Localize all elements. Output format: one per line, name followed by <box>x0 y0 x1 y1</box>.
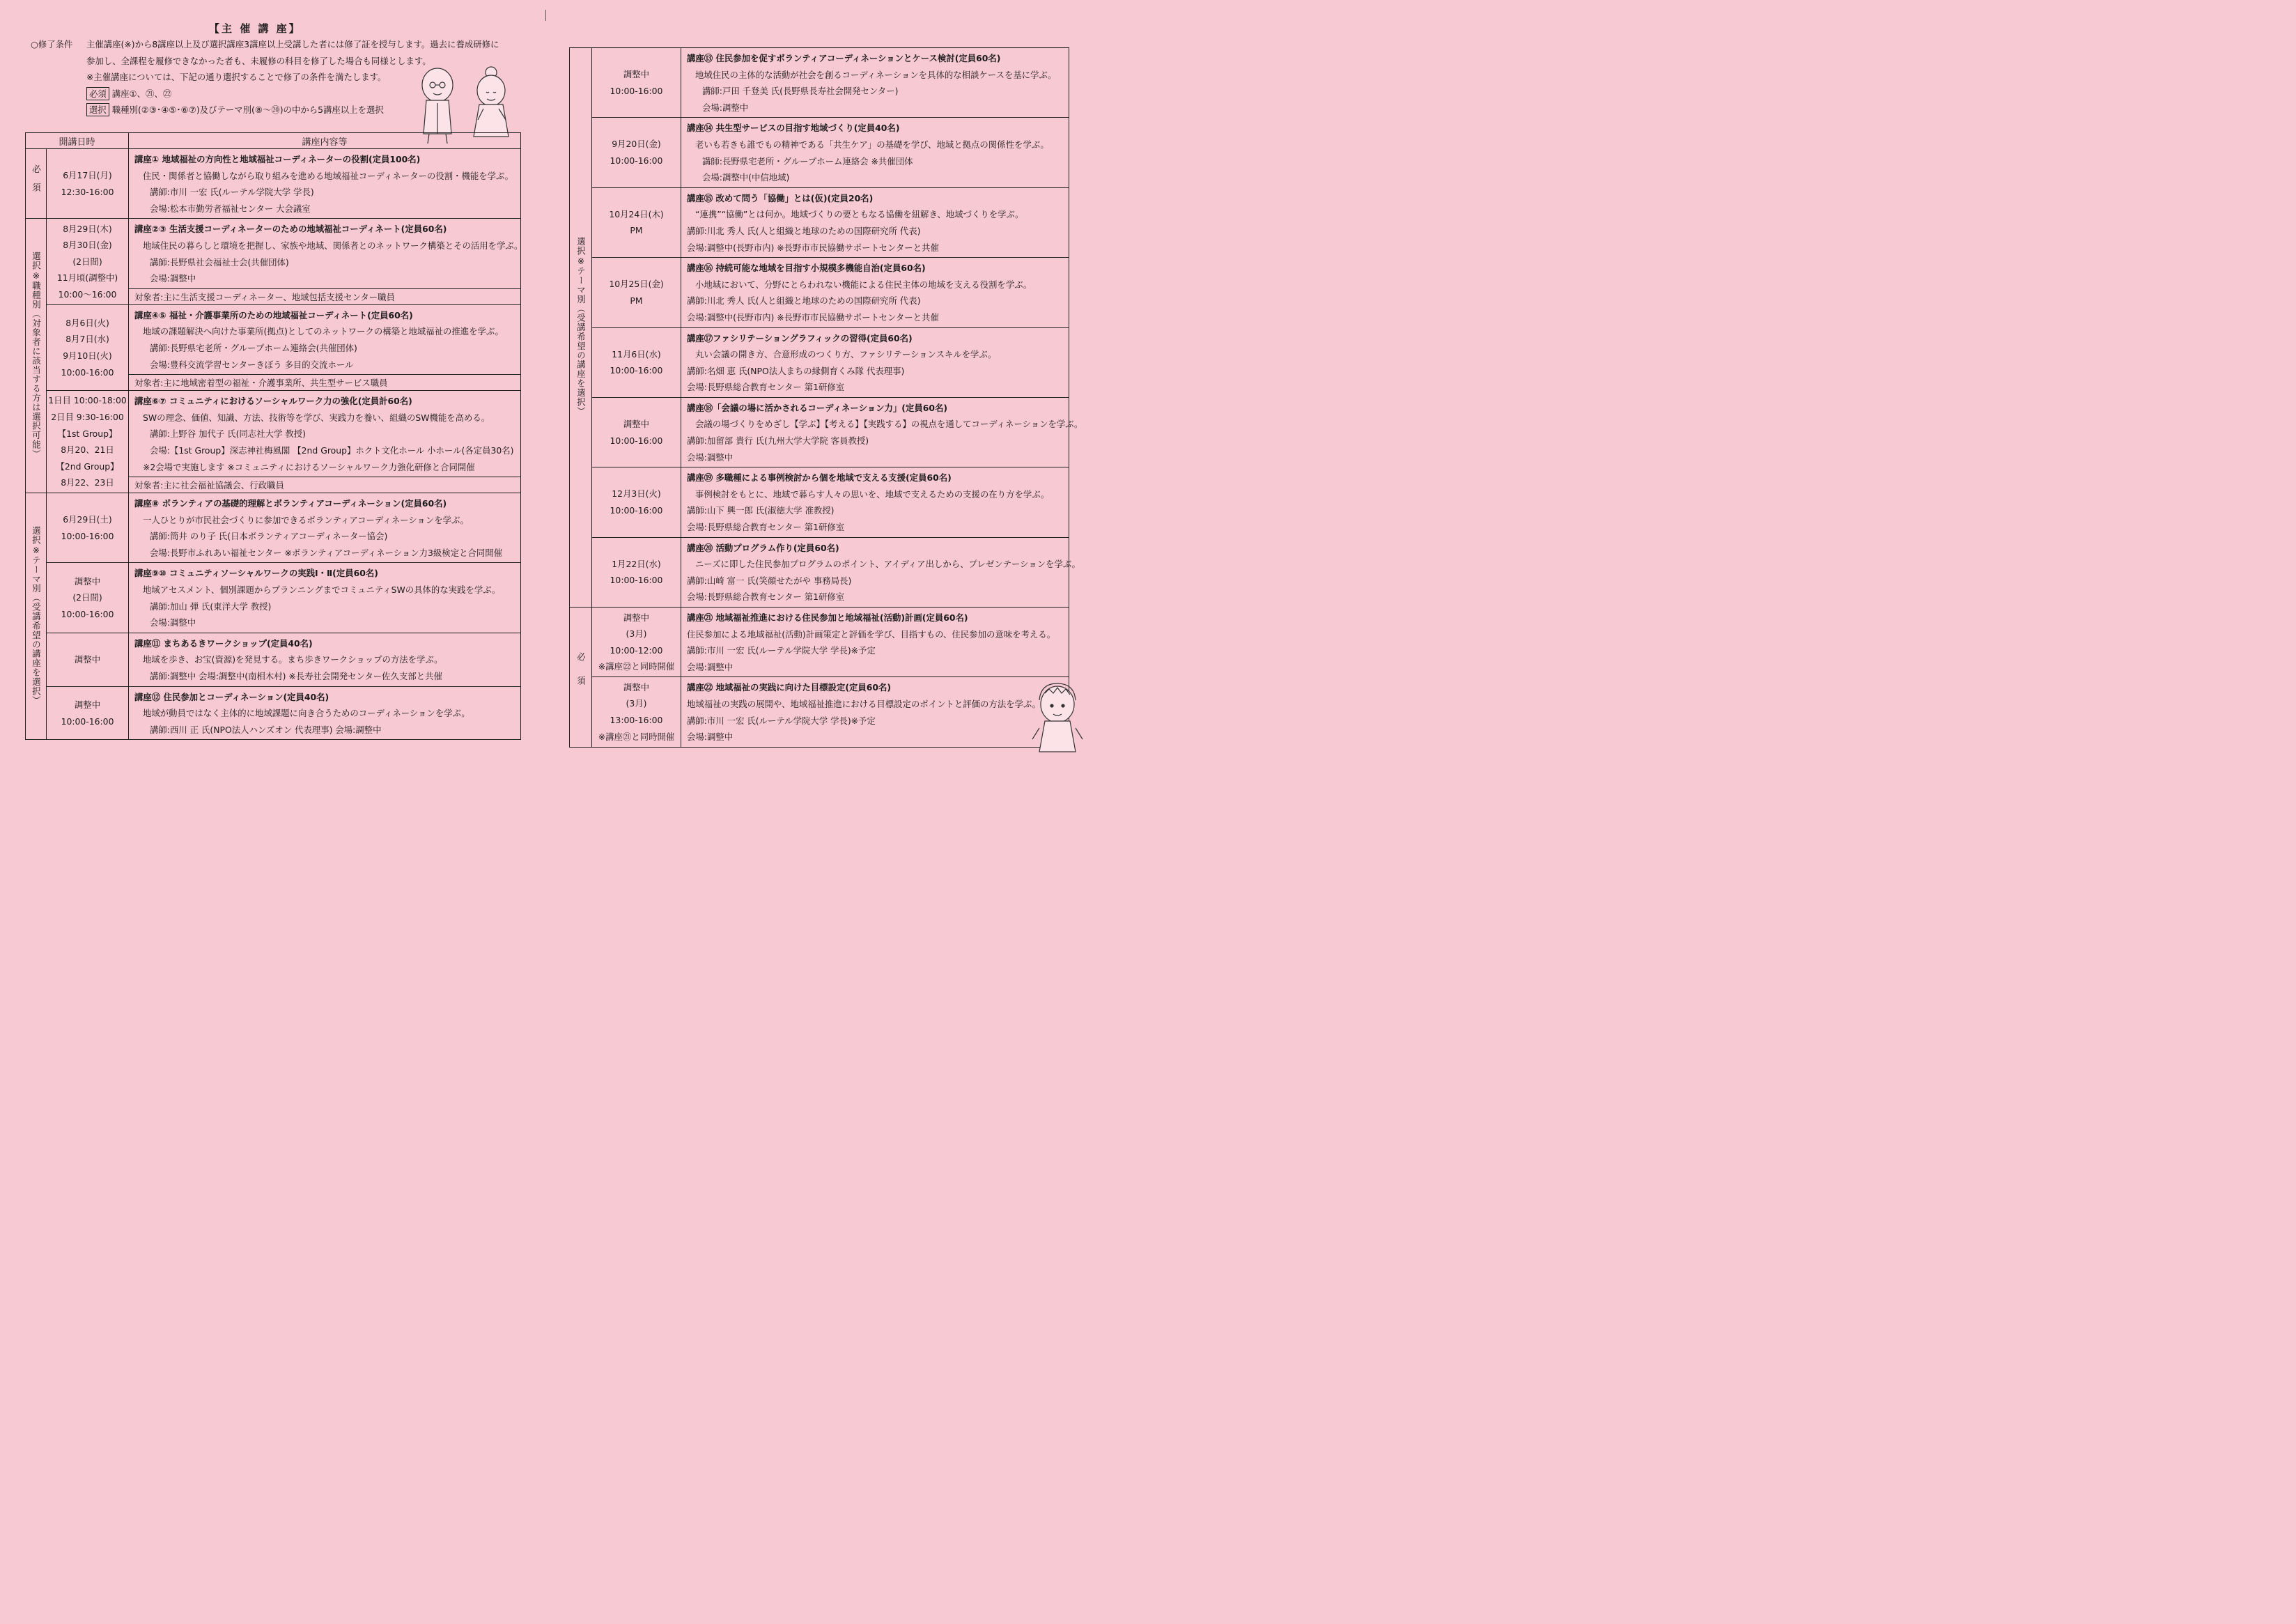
course-content <box>681 118 1069 187</box>
course-desc: 会議の場づくりをめざし【学ぶ】【考える】【実践する】の視点を通してコーディネーションを学ぶ。 <box>695 419 1083 430</box>
course-content <box>681 187 1069 257</box>
course-desc: 地域を歩き、お宝(資源)を発見する。まち歩きワークショップの方法を学ぶ。 <box>143 654 443 665</box>
conditions-label: ○修了条件 <box>31 39 73 49</box>
course-row <box>570 677 1069 747</box>
category-required: 必須 <box>26 149 47 219</box>
category-required: 必須 <box>570 608 592 748</box>
course-desc: 地域住民の主体的な活動が社会を創るコーディネーションを具体的な相談ケースを基に学ぶ。 <box>695 69 1057 80</box>
course-content <box>681 48 1069 118</box>
course-desc: 一人ひとりが市民社会づくりに参加できるボランティアコーディネーションを学ぶ。 <box>143 514 470 525</box>
course-title: 講座① 地域福祉の方向性と地域福祉コーディネーターの役割(定員100名) <box>134 154 421 164</box>
course-venue: 会場:調整中 <box>150 617 196 628</box>
course-lecturer: 講師:筒井 のり子 氏(日本ボランティアコーディネーター協会) <box>150 531 388 542</box>
page-title: 【主 催 講 座】 <box>209 22 302 35</box>
course-lecturer: 講師:市川 一宏 氏(ルーテル学院大学 学長)※予定 <box>687 645 876 656</box>
course-title: 講座⑨⑩ コミュニティソーシャルワークの実践Ⅰ・Ⅱ(定員60名) <box>134 568 378 579</box>
course-lecturer: 講師:川北 秀人 氏(人と組織と地球のための国際研究所 代表) <box>687 225 921 236</box>
course-title: 講座⑯ 持続可能な地域を目指す小規模多機能自治(定員60名) <box>687 263 926 274</box>
course-lecturer: 講師:川北 秀人 氏(人と組織と地球のための国際研究所 代表) <box>687 295 921 307</box>
course-note: ※2会場で実施します ※コミュニティにおけるソーシャルワーク力強化研修と合同開催 <box>143 461 475 472</box>
course-desc: 老いも若きも誰でもの精神である「共生ケア」の基礎を学び、地域と拠点の関係性を学ぶ。 <box>695 139 1049 150</box>
course-row <box>570 467 1069 537</box>
course-lecturer: 講師:市川 一宏 氏(ルーテル学院大学 学長) <box>150 187 314 198</box>
course-lecturer: 講師:長野県宅老所・グループホーム連絡会 ※共催団体 <box>702 155 913 167</box>
course-venue: 会場:松本市勤労者福祉センター 大会議室 <box>150 203 311 214</box>
course-date: 調整中 <box>47 633 129 686</box>
course-title: 講座⑲ 多職種による事例検討から個を地域で支える支援(定員60名) <box>687 472 952 484</box>
course-content <box>681 677 1069 747</box>
right-page <box>546 0 1092 773</box>
course-lecturer: 講師:長野県宅老所・グループホーム連絡会(共催団体) <box>150 342 357 353</box>
course-content <box>129 563 521 633</box>
course-content <box>129 219 521 288</box>
category-job: 選択※職種別（対象者に該当する方は選択可能） <box>26 219 47 493</box>
required-text: 講座①、㉑、㉒ <box>111 88 172 99</box>
course-desc: “連携”“協働”とは何か。地域づくりの要ともなる協働を紐解き、地域づくりを学ぶ。 <box>695 209 1024 220</box>
course-lecturer: 講師:調整中 会場:調整中(南相木村) ※長寿社会開発センター佐久支部と共催 <box>150 671 442 682</box>
course-row <box>570 397 1069 467</box>
course-date: 調整中 10:00-16:00 <box>592 397 681 467</box>
course-venue: 会場:【1st Group】深志神社梅風閣 【2nd Group】ホクト文化ホール 小ホール(各定員30名) <box>150 444 514 456</box>
course-lecturer: 講師:市川 一宏 氏(ルーテル学院大学 学長)※予定 <box>687 715 876 726</box>
course-row <box>26 219 521 288</box>
course-row <box>570 327 1069 397</box>
conditions-line-1: 主催講座(※)から8講座以上及び選択講座3講座以上受講した者には修了証を授与します。過去に養成研修に <box>86 39 499 49</box>
table-header-row <box>26 133 521 149</box>
course-row <box>570 118 1069 187</box>
course-content <box>129 633 521 686</box>
select-box: 選択 <box>86 103 109 116</box>
course-row <box>26 304 521 374</box>
course-venue: 会場:調整中 <box>702 102 749 113</box>
course-date: 10月25日(金) PM <box>592 258 681 327</box>
course-venue: 会場:長野市ふれあい福祉センター ※ボランティアコーディネーション力3級検定と合同開催 <box>150 547 503 558</box>
header-date: 開講日時 <box>26 133 129 149</box>
header-content: 講座内容等 <box>129 133 521 149</box>
course-lecturer: 講師:長野県社会福祉士会(共催団体) <box>150 256 289 268</box>
course-desc: SWの理念、価値、知識、方法、技術等を学び、実践力を養い、組織のSW機能を高める。 <box>143 412 490 423</box>
course-venue: 会場:豊科交流学習センターきぼう 多目的交流ホール <box>150 359 354 370</box>
course-lecturer: 講師:上野谷 加代子 氏(同志社大学 教授) <box>150 428 306 440</box>
course-content <box>681 608 1069 677</box>
course-venue: 会場:長野県総合教育センター 第1研修室 <box>687 591 845 603</box>
course-desc: 事例検討をもとに、地域で暮らす人々の思いを、地域で支えるための支援の在り方を学ぶ。 <box>695 488 1050 500</box>
required-box: 必須 <box>86 87 109 100</box>
course-desc: 小地域において、分野にとらわれない機能による住民主体の地域を支える役割を学ぶ。 <box>695 279 1032 290</box>
course-content <box>129 686 521 740</box>
course-row <box>26 493 521 563</box>
course-row <box>570 537 1069 607</box>
course-content <box>129 493 521 563</box>
course-title: 講座⑰ファシリテーショングラフィックの習得(定員60名) <box>687 332 913 343</box>
right-schedule-table <box>569 47 1083 748</box>
course-date: 1月22日(水) 10:00-16:00 <box>592 537 681 607</box>
course-desc: 地域アセスメント、個別課題からプランニングまでコミュニティSWの具体的な実践を学ぶ。 <box>143 585 501 596</box>
course-venue: 会場:調整中 <box>687 732 734 743</box>
course-desc: 丸い会議の開き方、合意形成のつくり方、ファシリテーションスキルを学ぶ。 <box>695 349 997 360</box>
left-schedule-table <box>25 132 521 740</box>
course-row <box>26 149 521 219</box>
course-title: 講座⑭ 共生型サービスの目指す地域づくり(定員40名) <box>687 123 900 134</box>
course-title: 講座⑫ 住民参加とコーディネーション(定員40名) <box>134 691 329 702</box>
course-title: 講座⑬ 住民参加を促すボランティアコーディネーションとケース検討(定員60名) <box>687 53 1001 63</box>
conditions-line-3: ※主催講座については、下記の通り選択することで修了の条件を満たします。 <box>86 72 387 83</box>
course-title: 講座⑧ ボランティアの基礎的理解とボランティアコーディネーション(定員60名) <box>134 498 447 509</box>
course-title: 講座㉑ 地域福祉推進における住民参加と地域福祉(活動)計画(定員60名) <box>687 612 968 623</box>
course-target: 対象者:主に地域密着型の福祉・介護事業所、共生型サービス職員 <box>129 375 521 391</box>
course-date: 1日目 10:00-18:00 2日目 9:30-16:00 【1st Group】 8月20、21日 【2nd Group】 8月22、23日 <box>47 391 129 493</box>
course-desc: 地域福祉の実践の展開や、地域福祉推進における目標設定のポイントと評価の方法を学ぶ。 <box>687 698 1041 709</box>
course-date: 8月29日(木) 8月30日(金) (2日間) 11月頃(調整中) 10:00～16:00 <box>47 219 129 304</box>
course-desc: 住民参加による地域福祉(活動)計画策定と評価を学び、目指すもの、住民参加の意味を考える。 <box>687 628 1056 640</box>
course-row <box>570 48 1069 118</box>
course-row <box>26 391 521 477</box>
course-desc: 地域の課題解決へ向けた事業所(拠点)としてのネットワークの構築と地域福祉の推進を学ぶ。 <box>143 326 504 337</box>
course-row <box>26 563 521 633</box>
course-venue: 会場:調整中 <box>687 451 734 463</box>
course-date: 10月24日(木) PM <box>592 187 681 257</box>
left-page <box>0 0 546 773</box>
course-title: 講座④⑤ 福祉・介護事業所のための地域福祉コーディネート(定員60名) <box>134 309 413 320</box>
course-date: 調整中 (2日間) 10:00-16:00 <box>47 563 129 633</box>
course-row <box>570 608 1069 677</box>
course-lecturer: 講師:名畑 恵 氏(NPO法人まちの縁側育くみ隊 代表理事) <box>687 365 905 376</box>
course-desc: ニーズに即した住民参加プログラムのポイント、アイディア出しから、プレゼンテーションを学ぶ。 <box>695 559 1080 570</box>
course-title: 講座⑱「会議の場に活かされるコーディネーション力」(定員60名) <box>687 402 948 413</box>
course-desc: 地域住民の暮らしと環境を把握し、家族や地域、関係者とのネットワーク構築とその活用を学ぶ。 <box>143 240 523 251</box>
course-venue: 会場:長野県総合教育センター 第1研修室 <box>687 382 845 393</box>
course-lecturer: 講師:戸田 千登美 氏(長野県長寿社会開発センター) <box>702 86 899 97</box>
course-date: 9月20日(金) 10:00-16:00 <box>592 118 681 187</box>
course-venue: 会場:長野県総合教育センター 第1研修室 <box>687 522 845 533</box>
course-lecturer: 講師:山下 興一郎 氏(淑徳大学 准教授) <box>687 505 835 516</box>
course-lecturer: 講師:加山 弾 氏(東洋大学 教授) <box>150 601 272 612</box>
course-content <box>129 304 521 374</box>
course-lecturer: 講師:加留部 貴行 氏(九州大学大学院 客員教授) <box>687 435 869 447</box>
course-content <box>681 397 1083 467</box>
course-content <box>681 467 1069 537</box>
course-title: 講座㉒ 地域福祉の実践に向けた目標設定(定員60名) <box>687 682 892 693</box>
course-target: 対象者:主に社会福祉協議会、行政職員 <box>129 477 521 493</box>
course-date: 11月6日(水) 10:00-16:00 <box>592 327 681 397</box>
course-title: 講座②③ 生活支援コーディネーターのための地域福祉コーディネート(定員60名) <box>134 224 447 235</box>
course-content <box>681 258 1069 327</box>
course-content <box>681 537 1080 607</box>
course-target: 対象者:主に生活支援コーディネーター、地域包括支援センター職員 <box>129 288 521 304</box>
course-date: 12月3日(火) 10:00-16:00 <box>592 467 681 537</box>
course-date: 6月29日(土) 10:00-16:00 <box>47 493 129 563</box>
course-venue: 会場:調整中(長野市内) ※長野市市民協働サポートセンターと共催 <box>687 242 939 253</box>
course-content <box>129 391 521 477</box>
course-title: 講座⑳ 活動プログラム作り(定員60名) <box>687 542 839 553</box>
course-row <box>26 633 521 686</box>
select-text: 職種別(②③･④⑤･⑥⑦)及びテーマ別(⑧～⑳)の中から5講座以上を選択 <box>111 105 384 116</box>
cartoon-character-illustration <box>1027 679 1087 761</box>
course-title: 講座⑥⑦ コミュニティにおけるソーシャルワーク力の強化(定員計60名) <box>134 396 412 407</box>
course-venue: 会場:調整中 <box>687 661 734 672</box>
course-row <box>570 258 1069 327</box>
course-date: 調整中 10:00-16:00 <box>592 48 681 118</box>
course-venue: 会場:調整中 <box>150 273 196 284</box>
course-date: 調整中 10:00-16:00 <box>47 686 129 740</box>
course-date: 調整中 (3月) 10:00-12:00 ※講座㉒と同時開催 <box>592 608 681 677</box>
course-date: 8月6日(火) 8月7日(水) 9月10日(火) 10:00-16:00 <box>47 304 129 390</box>
course-venue: 会場:調整中(中信地域) <box>702 172 790 183</box>
conditions-line-2: 参加し、全課程を履修できなかった者も、未履修の科目を修了した場合も同様とします。 <box>86 55 431 66</box>
course-desc: 地域が動員ではなく主体的に地域課題に向き合うためのコーディネーションを学ぶ。 <box>143 708 470 719</box>
course-lecturer: 講師:西川 正 氏(NPO法人ハンズオン 代表理事) 会場:調整中 <box>150 724 382 735</box>
course-content <box>681 327 1069 397</box>
course-title: 講座⑪ まちあるきワークショップ(定員40名) <box>134 637 313 649</box>
course-row <box>570 187 1069 257</box>
course-lecturer: 講師:山崎 富一 氏(笑顔せたがや 事務局長) <box>687 575 852 586</box>
course-content <box>129 149 521 219</box>
course-venue: 会場:調整中(長野市内) ※長野市市民協働サポートセンターと共催 <box>687 311 939 323</box>
course-row <box>26 686 521 740</box>
category-theme: 選択※テーマ別（受講希望の講座を選択） <box>570 48 592 608</box>
course-title: 講座⑮ 改めて問う「協働」とは(仮)(定員20名) <box>687 192 874 203</box>
course-date: 6月17日(月) 12:30-16:00 <box>47 149 129 219</box>
course-date: 調整中 (3月) 13:00-16:00 ※講座㉑と同時開催 <box>592 677 681 747</box>
category-theme: 選択※テーマ別（受講希望の講座を選択） <box>26 493 47 740</box>
course-desc: 住民・関係者と協働しながら取り組みを進める地域福祉コーディネーターの役割・機能を学ぶ。 <box>143 170 514 181</box>
